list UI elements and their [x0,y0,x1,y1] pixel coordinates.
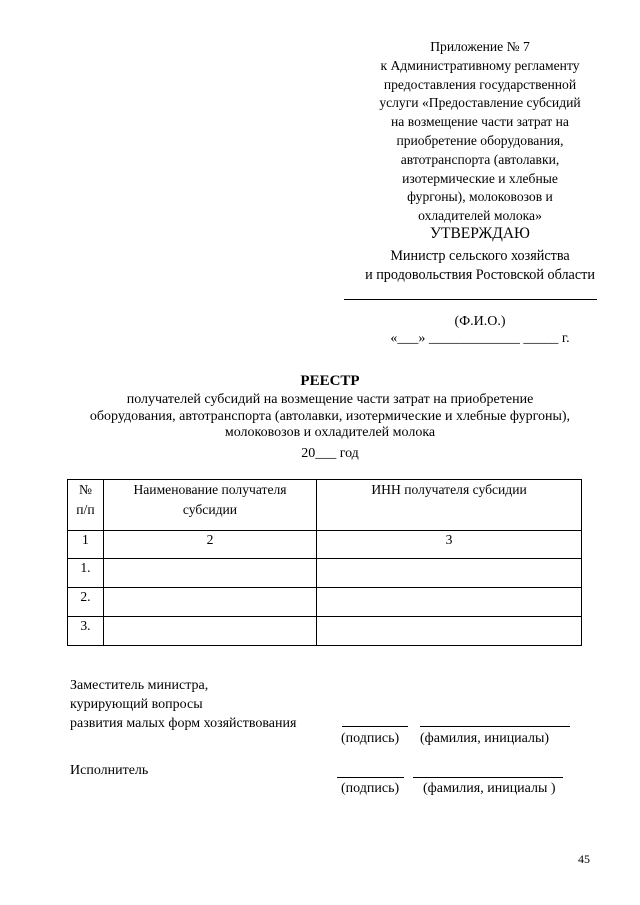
deputy-minister-line: развития малых форм хозяйствования [70,716,297,731]
header-recipient-name-line: Наименование получателя [133,482,287,497]
executor-label: Исполнитель [70,763,149,778]
approval-position-line: и продовольствия Ростовской области [365,267,595,283]
page-number: 45 [578,852,590,866]
deputy-signature-line [342,726,408,727]
approval-position-line: Министр сельского хозяйства [390,248,570,264]
registry-subtitle-line: молоковозов и охладителей молока [224,425,436,440]
executor-signature-line [337,777,404,778]
registry-subtitle-line: оборудования, автотранспорта (автолавки, изотермические и хлебные фургоны), [89,408,571,424]
column-number-cell: 1 [68,531,104,559]
recipient-name-cell [103,588,316,617]
table-row [68,559,582,588]
appendix-line: к Административному регламенту [380,57,580,73]
approval-fio-caption: (Ф.И.О.) [454,314,506,329]
registry-title: РЕЕСТР [300,373,360,389]
approval-signature-line [344,299,597,300]
appendix-line: фургоны), молоковозов и [407,189,553,205]
appendix-line: охладителей молока» [418,208,542,224]
header-number-line: п/п [76,502,95,517]
appendix-line: приобретение оборудования, [396,132,564,148]
registry-subtitle [55,392,605,442]
appendix-line: предоставления государственной [383,76,577,92]
approval-date-field: «___» _____________ _____ г. [390,331,570,346]
appendix-line: автотранспорта (автолавки, [400,151,560,167]
appendix-block [330,38,630,226]
column-number-cell: 2 [103,531,316,559]
header-number-line: № [78,482,92,497]
executor-signature-caption: (подпись) [341,781,400,796]
table-header-row [68,480,582,531]
deputy-name-caption: (фамилия, инициалы) [420,731,550,746]
recipient-name-cell [103,559,316,588]
approval-title: УТВЕРЖДАЮ [430,225,530,242]
deputy-minister-line: Заместитель министра, [70,678,209,693]
registry-year: 20___ год [301,446,359,461]
recipient-inn-cell [317,588,582,617]
recipient-name-cell [103,617,316,646]
registry-subtitle-line: получателей субсидий на возмещение части затрат на приобретение [126,392,534,407]
header-number [68,480,104,531]
row-number-cell: 3. [68,617,104,646]
table-row [68,588,582,617]
header-recipient-inn [317,480,582,531]
recipient-inn-cell [317,559,582,588]
deputy-signature-caption: (подпись) [341,731,400,746]
appendix-line: изотермические и хлебные [402,170,558,186]
recipient-inn-cell [317,617,582,646]
row-number-cell: 2. [68,588,104,617]
executor-name-line [413,777,563,778]
appendix-line: на возмещение части затрат на [391,114,569,130]
row-number-cell: 1. [68,559,104,588]
header-recipient-inn-line: ИНН получателя субсидии [371,482,527,497]
table-column-numbers-row [68,531,582,559]
registry-table [67,479,582,646]
deputy-minister-block [70,676,350,733]
executor-name-caption: (фамилия, инициалы ) [423,781,556,796]
deputy-name-line [420,726,570,727]
table-row [68,617,582,646]
deputy-minister-line: курирующий вопросы [70,697,203,712]
header-recipient-name [103,480,316,531]
approval-block [330,247,630,285]
appendix-line: Приложение № 7 [430,39,530,54]
header-recipient-name-line: субсидии [182,502,238,517]
column-number-cell: 3 [317,531,582,559]
appendix-line: услуги «Предоставление субсидий [379,95,581,111]
